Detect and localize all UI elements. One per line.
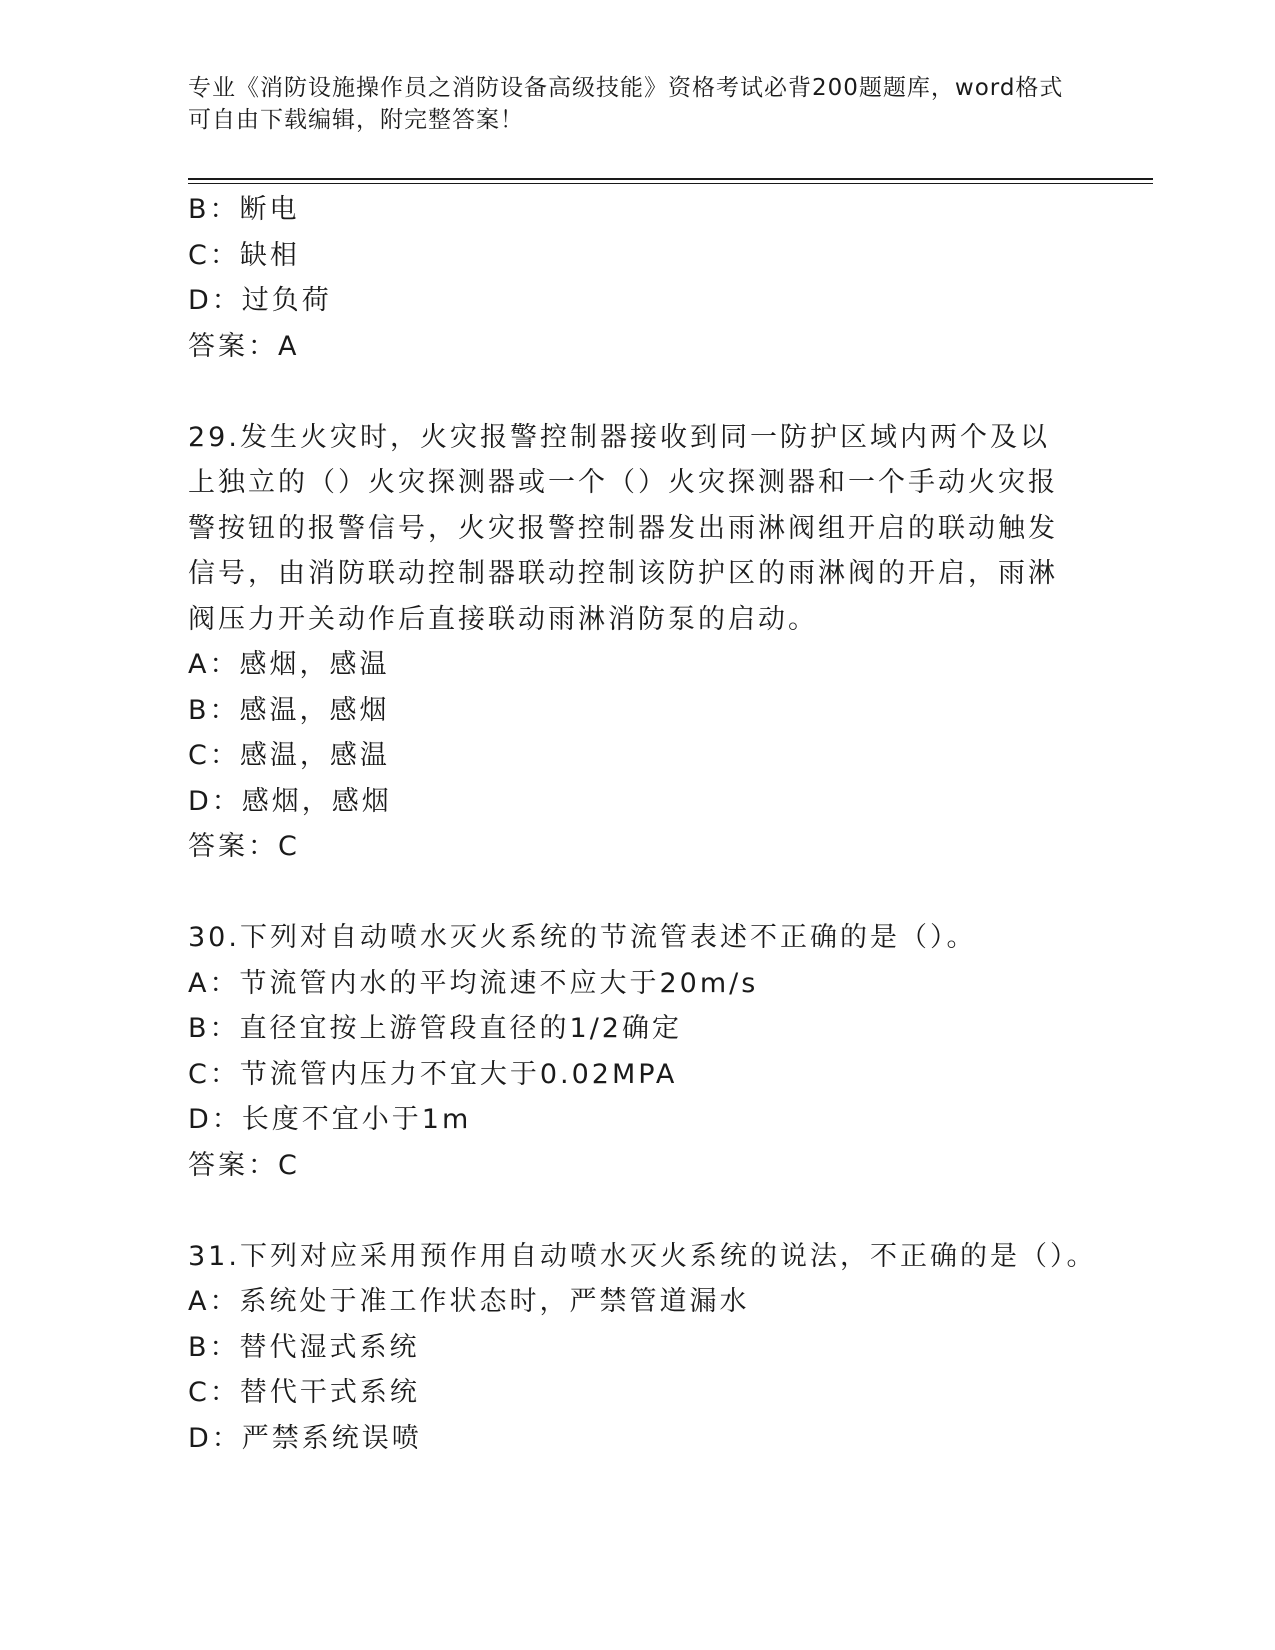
option-c: C：感温，感温: [188, 740, 390, 771]
question-31: [188, 1234, 1097, 1462]
option-c: C：缺相: [188, 239, 300, 271]
option-c: C：替代干式系统: [188, 1377, 420, 1408]
document-header: 专业《消防设施操作员之消防设备高级技能》资格考试必背200题题库，word格式可自由下载编辑，附完整答案！: [188, 75, 1064, 133]
option-d: D：感烟，感烟: [188, 785, 392, 817]
option-a: A：节流管内水的平均流速不应大于20m/s: [188, 967, 759, 999]
option-d: D：过负荷: [188, 285, 332, 316]
option-c: C：节流管内压力不宜大于0.02MPA: [188, 1058, 678, 1090]
header-divider-thin: [188, 183, 1153, 184]
option-b: B：直径宜按上游管段直径的1/2确定: [188, 1013, 682, 1044]
question-28-tail: [188, 187, 1088, 369]
spacer: [188, 369, 1088, 415]
header-divider-thick: [188, 178, 1153, 180]
question-30: [188, 915, 1088, 1188]
question-list: [188, 187, 1097, 1461]
option-a: A：系统处于准工作状态时，严禁管道漏水: [188, 1286, 750, 1317]
answer-line: 答案：C: [188, 1149, 300, 1181]
option-b: B：断电: [188, 194, 300, 225]
question-stem: 30.下列对自动喷水灭火系统的节流管表述不正确的是（）。: [188, 922, 977, 953]
option-d: D：严禁系统误喷: [188, 1422, 422, 1454]
spacer: [188, 1188, 1088, 1234]
question-stem: 29.发生火灾时，火灾报警控制器接收到同一防护区域内两个及以上独立的（）火灾探测器或一个（）火灾探测器和一个手动火灾报警按钮的报警信号，火灾报警控制器发出雨淋阀组开启的联动触发信号，由消防联动控制器联动控制该防护区的雨淋阀的开启，雨淋阀压力开关动作后直接联动雨淋消防泵的启动。: [188, 421, 1058, 635]
option-a: A：感烟，感温: [188, 649, 390, 680]
option-d: D：长度不宜小于1m: [188, 1104, 472, 1135]
spacer: [188, 870, 1088, 916]
question-29: [188, 415, 1088, 870]
option-b: B：感温，感烟: [188, 694, 390, 726]
option-b: B：替代湿式系统: [188, 1331, 420, 1363]
answer-line: 答案：A: [188, 330, 300, 362]
answer-line: 答案：C: [188, 831, 300, 862]
question-stem: 31.下列对应采用预作用自动喷水灭火系统的说法，不正确的是（）。: [188, 1240, 1097, 1272]
